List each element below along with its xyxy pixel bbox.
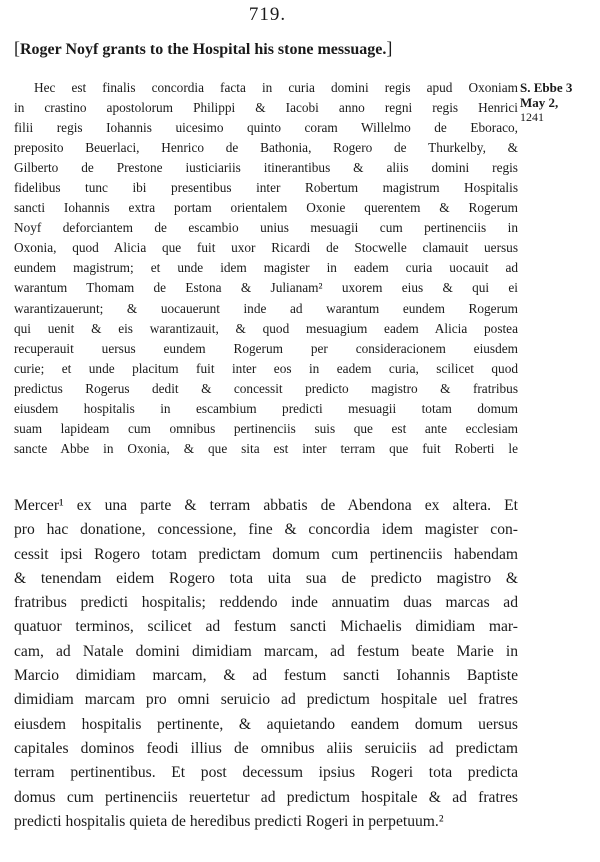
text-line: warantizauerunt; & uocauerunt inde ad warantum eundem Rogerum: [14, 300, 518, 316]
text-line: Hec est finalis concordia facta in curia domini regis apud Oxoniam: [34, 80, 518, 95]
text-line: predictus Rogerus dedit & concessit predicto magistro & fratribus: [14, 380, 518, 396]
text-line: eundem magistrum; et unde idem magister in eadem curia uocauit ad: [14, 260, 518, 276]
text-line: sancti Iohannis extra portam orientalem Oxonie querentem & Rogerum: [14, 200, 518, 216]
section-heading: [14, 38, 392, 59]
text-line: Marcio dimidiam marcam, & ad festum sancti Iohannis Baptiste: [14, 667, 518, 685]
margin-parish: S. Ebbe 3: [520, 80, 573, 95]
charter-text-large: [14, 494, 518, 834]
text-line: filii regis Iohannis uicesimo quinto coram Willelmo de Eboraco,: [14, 120, 518, 136]
text-line: qui uenit & eis warantizauit, & quod mesuagium eadem Alicia postea: [14, 320, 518, 336]
text-line: Oxonia, quod Alicia que fuit uxor Ricardi de Stocwelle clamauit uersus: [14, 240, 518, 256]
text-line: eiusdem hospitalis pertinente, & aquietando eandem domum uersus: [14, 715, 518, 733]
heading-title: Roger Noyf grants to the Hospital his stone messuage.: [20, 41, 387, 58]
text-line: cam, ad Natale domini dimidiam marcam, ad festum beate Marie in: [14, 642, 518, 660]
text-line: fratribus predicti hospitalis; reddendo inde annuatim duas marcas ad: [14, 594, 518, 612]
text-line: Mercer¹ ex una parte & terram abbatis de Abendona ex altera. Et: [14, 497, 518, 514]
text-line: cessit ipsi Rogero totam predictam domum cum pertinenciis habendam: [14, 545, 518, 563]
text-line: in crastino apostolorum Philippi & Iacobi anno regni regis Henrici: [14, 100, 518, 116]
heading-open-bracket: [: [14, 38, 20, 58]
text-line: suam lapideam cum omnibus pertinenciis suis que est ante ecclesiam: [14, 420, 518, 436]
text-line: capitales dominos feodi illius de omnibus aliis seruiciis ad predictam: [14, 739, 518, 757]
charter-text-small: [14, 78, 518, 459]
text-line: recuperauit uersus eundem Rogerum per consideracionem eiusdem: [14, 340, 518, 356]
text-line: sancte Abbe in Oxonia, & que sita est inter terram que fuit Roberti le: [14, 440, 518, 456]
margin-year: 1241: [520, 110, 544, 124]
margin-note: [520, 80, 572, 125]
text-line: predicti hospitalis quieta de heredibus predicti Rogeri in perpetuum.²: [14, 812, 444, 830]
text-line: Noyf deforciantem de escambio unius mesuagii cum pertinenciis in: [14, 220, 518, 236]
text-line: preposito Beuerlaci, Henrico de Bathonia, Rogero de Thurkelby, &: [14, 140, 518, 156]
text-line: domus cum pertinenciis reuertetur ad predictum hospitale & ad fratres: [14, 788, 518, 806]
text-line: eiusdem hospitalis in escambium predicti mesuagii totam domum: [14, 400, 518, 416]
text-line: fidelibus tunc ibi presentibus inter Robertum magistrum Hospitalis: [14, 180, 518, 196]
text-line: quatuor terminos, scilicet ad festum sancti Michaelis dimidiam mar-: [14, 618, 518, 636]
page-number: 719.: [248, 4, 287, 25]
text-line: dimidiam marcam pro omni seruicio ad predictum hospitale uel fratres: [14, 691, 518, 709]
text-line: curie; et unde placitum fuit inter eos in eadem curia, scilicet quod: [14, 360, 518, 376]
text-line: pro hac donatione, concessione, fine & concordia idem magister con-: [14, 521, 518, 539]
heading-close-bracket: ]: [386, 38, 393, 58]
text-line: warantum Thomam de Estona & Julianam² uxorem eius & qui ei: [14, 280, 518, 296]
text-line: & tenendam eidem Rogero tota uita sua de predicto magistro &: [14, 569, 518, 587]
text-line: Gilberto de Prestone iusticiariis itinerantibus & aliis domini regis: [14, 160, 518, 176]
margin-date: May 2,: [520, 95, 559, 110]
text-line: terram pertinentibus. Et post decessum ipsius Rogeri tota predicta: [14, 764, 518, 782]
